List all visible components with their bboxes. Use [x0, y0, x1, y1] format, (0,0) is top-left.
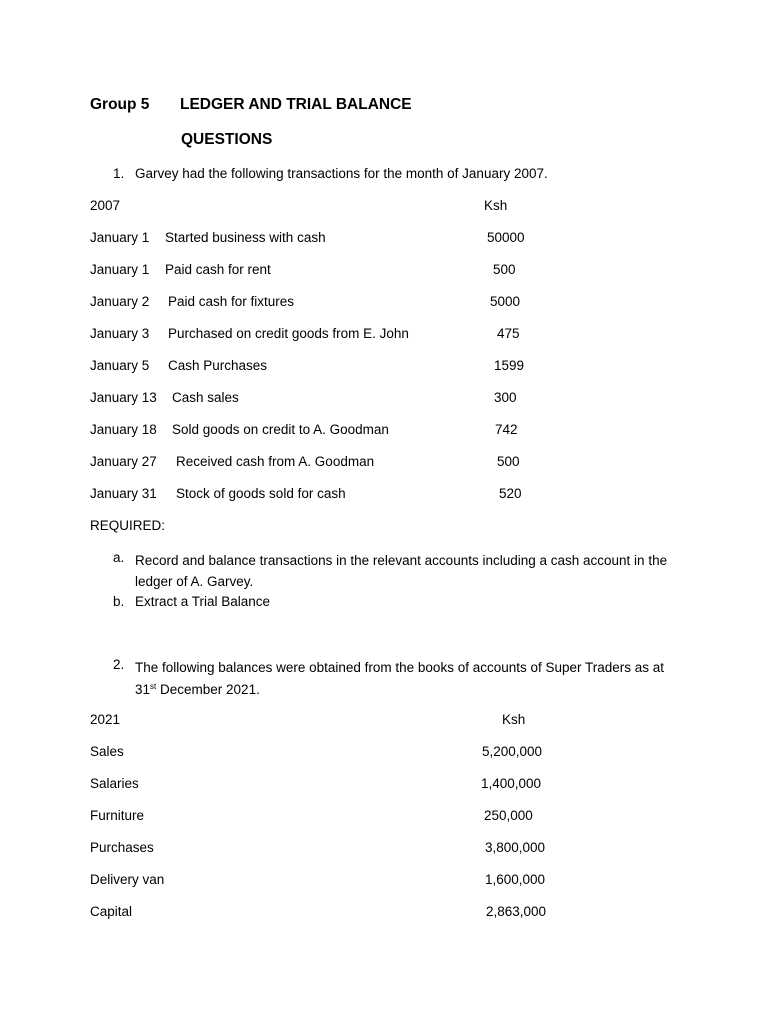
transaction-amount: 5000 [490, 294, 521, 309]
transaction-date: January 27 [90, 454, 157, 469]
task-text: Extract a Trial Balance [135, 594, 271, 609]
transaction-amount: 1599 [494, 358, 525, 373]
currency-label: Ksh [484, 198, 508, 213]
document-title: LEDGER AND TRIAL BALANCE [180, 96, 412, 113]
transaction-date: January 13 [90, 390, 157, 405]
transaction-description: Cash sales [172, 390, 239, 405]
task-text: Record and balance transactions in the relevant accounts including a cash account in the ledger of A. Garvey. [135, 553, 668, 589]
balance-amount: 5,200,000 [482, 744, 543, 759]
transaction-description: Started business with cash [165, 230, 326, 245]
transaction-description: Paid cash for rent [165, 262, 271, 277]
task-marker: a. [113, 550, 125, 565]
balance-item: Delivery van [90, 872, 165, 887]
transaction-amount: 50000 [487, 230, 525, 245]
balance-item: Salaries [90, 776, 139, 791]
transaction-date: January 3 [90, 326, 150, 341]
transaction-amount: 475 [497, 326, 520, 341]
balance-amount: 1,400,000 [481, 776, 542, 791]
balance-item: Furniture [90, 808, 145, 823]
date-superscript: st [150, 682, 157, 691]
group-label: Group 5 [90, 96, 150, 113]
balance-amount: 250,000 [484, 808, 533, 823]
transaction-date: January 1 [90, 262, 150, 277]
balance-item: Purchases [90, 840, 154, 855]
transaction-date: January 31 [90, 486, 157, 501]
balance-amount: 3,800,000 [485, 840, 546, 855]
question-text: Garvey had the following transactions for the month of January 2007. [135, 166, 548, 181]
questions-heading: QUESTIONS [181, 131, 273, 148]
transaction-amount: 742 [495, 422, 518, 437]
required-label: REQUIRED: [90, 518, 166, 533]
balance-item: Capital [90, 904, 133, 919]
year-label: 2007 [90, 198, 121, 213]
question-number: 1. [113, 166, 125, 181]
transaction-amount: 500 [497, 454, 520, 469]
transaction-description: Cash Purchases [168, 358, 268, 373]
transaction-description: Sold goods on credit to A. Goodman [172, 422, 389, 437]
question-text: The following balances were obtained from the books of accounts of Super Traders as at 31st December 2021. [135, 660, 665, 697]
transaction-date: January 1 [90, 230, 150, 245]
transaction-description: Received cash from A. Goodman [176, 454, 375, 469]
balance-amount: 2,863,000 [486, 904, 547, 919]
task-marker: b. [113, 594, 125, 609]
transaction-description: Purchased on credit goods from E. John [168, 326, 409, 341]
transaction-date: January 5 [90, 358, 150, 373]
transaction-amount: 300 [494, 390, 517, 405]
transaction-date: January 2 [90, 294, 150, 309]
transaction-description: Paid cash for fixtures [168, 294, 295, 309]
transaction-amount: 500 [493, 262, 516, 277]
question-number: 2. [113, 657, 125, 672]
transaction-amount: 520 [499, 486, 522, 501]
year-label: 2021 [90, 712, 121, 727]
balance-amount: 1,600,000 [485, 872, 546, 887]
balance-item: Sales [90, 744, 124, 759]
transaction-date: January 18 [90, 422, 157, 437]
transaction-description: Stock of goods sold for cash [176, 486, 346, 501]
currency-label: Ksh [502, 712, 526, 727]
